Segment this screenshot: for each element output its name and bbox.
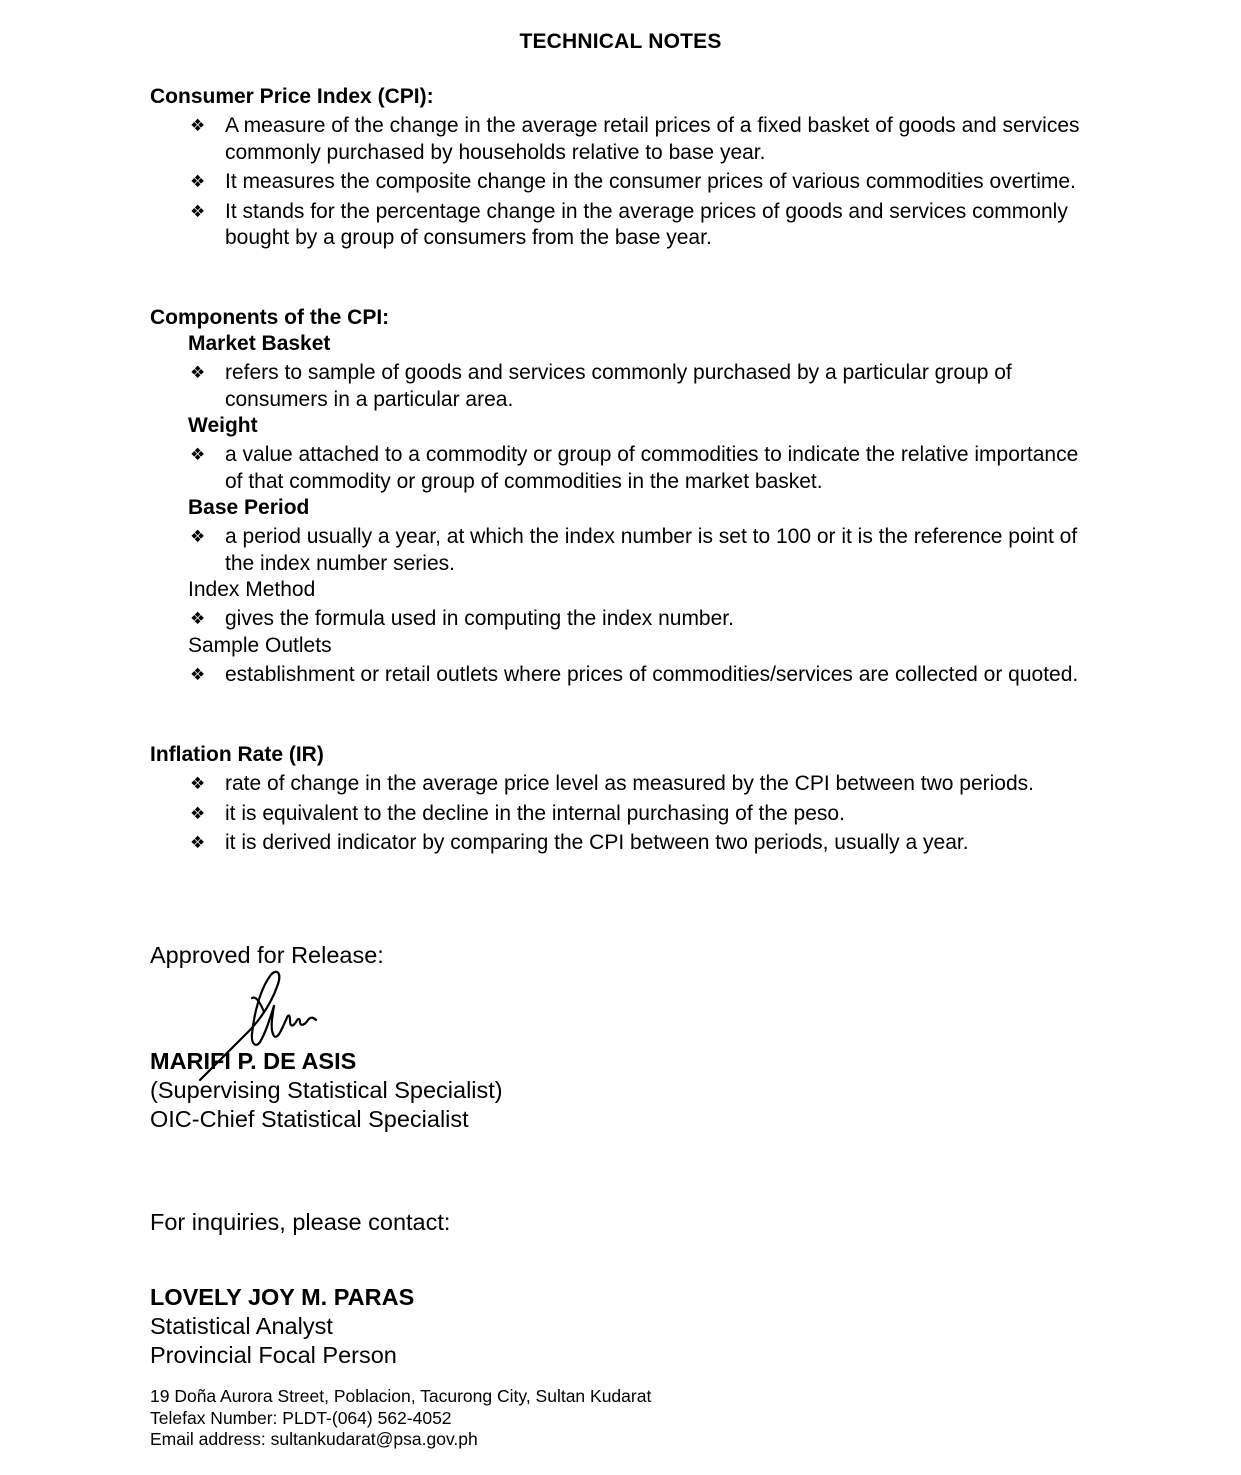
contact-label: For inquiries, please contact: xyxy=(150,1209,451,1235)
approver-position-1: (Supervising Statistical Specialist) xyxy=(150,1077,503,1103)
cpi-section xyxy=(150,84,1100,252)
diamond-bullet-icon: ❖ xyxy=(190,116,206,136)
list-item: ❖ it is derived indicator by comparing the CPI between two periods, usually a year. xyxy=(150,830,1100,857)
list-item: ❖ a value attached to a commodity or group of commodities to indicate the relative importance of that commodity or group of commodities in the market basket. xyxy=(190,443,1079,493)
list-item: ❖ refers to sample of goods and services commonly purchased by a particular group of consumers in a particular area. xyxy=(190,361,1012,411)
diamond-bullet-icon: ❖ xyxy=(190,609,206,629)
market-basket-label: Market Basket xyxy=(188,332,331,355)
diamond-bullet-icon: ❖ xyxy=(190,172,206,192)
sample-outlets-label: Sample Outlets xyxy=(188,633,332,657)
list-item: ❖ it is equivalent to the decline in the internal purchasing of the peso. xyxy=(150,801,1100,828)
approval-label: Approved for Release: xyxy=(150,942,384,968)
inflation-bullet-list xyxy=(150,771,1100,857)
footer-email: Email address: sultankudarat@psa.gov.ph xyxy=(150,1429,478,1449)
signature-image xyxy=(190,962,330,1087)
market-basket-list xyxy=(150,360,1100,413)
list-item: ❖ a period usually a year, at which the index number is set to 100 or it is the reference point of the index number series. xyxy=(190,525,1078,575)
diamond-bullet-icon: ❖ xyxy=(190,527,206,547)
weight-list xyxy=(150,442,1100,495)
footer xyxy=(150,1386,1100,1451)
footer-telefax: Telefax Number: PLDT-(064) 562-4052 xyxy=(150,1407,452,1428)
cpi-bullet-list xyxy=(150,113,1100,252)
weight-label: Weight xyxy=(188,414,258,437)
list-item: ❖ A measure of the change in the average retail prices of a fixed basket of goods and services commonly purchased by households relative to base year. xyxy=(190,114,1080,164)
diamond-bullet-icon: ❖ xyxy=(190,833,206,853)
approver-position-2: OIC-Chief Statistical Specialist xyxy=(150,1106,469,1132)
contact-position-1: Statistical Analyst xyxy=(150,1313,333,1339)
diamond-bullet-icon: ❖ xyxy=(190,201,206,222)
list-item: ❖ It measures the composite change in the consumer prices of various commodities overtime. xyxy=(150,169,1100,196)
footer-address: 19 Doña Aurora Street, Poblacion, Tacurong City, Sultan Kudarat xyxy=(150,1386,652,1406)
cpi-heading: Consumer Price Index (CPI): xyxy=(150,85,434,108)
diamond-bullet-icon: ❖ xyxy=(190,664,206,685)
index-method-list xyxy=(150,606,1100,633)
sample-outlets-list xyxy=(150,662,1100,689)
diamond-bullet-icon: ❖ xyxy=(190,445,206,465)
list-item: ❖ establishment or retail outlets where prices of commodities/services are collected or quoted. xyxy=(150,662,1100,689)
contact-name: LOVELY JOY M. PARAS xyxy=(150,1284,415,1310)
diamond-bullet-icon: ❖ xyxy=(190,803,206,824)
inflation-heading: Inflation Rate (IR) xyxy=(150,743,324,766)
base-period-list xyxy=(150,524,1100,577)
components-section xyxy=(150,305,1100,688)
components-heading: Components of the CPI: xyxy=(150,306,390,329)
list-item: ❖ rate of change in the average price level as measured by the CPI between two periods. xyxy=(150,771,1100,798)
list-item: ❖ gives the formula used in computing the index number. xyxy=(150,606,1100,633)
diamond-bullet-icon: ❖ xyxy=(190,363,206,383)
contact-section xyxy=(150,1208,1100,1370)
inflation-section xyxy=(150,742,1100,857)
list-item: ❖ It stands for the percentage change in the average prices of goods and services commonly bought by a group of consumers from the base year. xyxy=(190,199,1068,249)
index-method-label: Index Method xyxy=(188,578,316,601)
base-period-label: Base Period xyxy=(188,496,310,519)
diamond-bullet-icon: ❖ xyxy=(190,774,206,794)
approver-name: MARIFI P. DE ASIS xyxy=(150,1048,357,1074)
page-title: TECHNICAL NOTES xyxy=(519,30,722,53)
contact-position-2: Provincial Focal Person xyxy=(150,1342,397,1368)
